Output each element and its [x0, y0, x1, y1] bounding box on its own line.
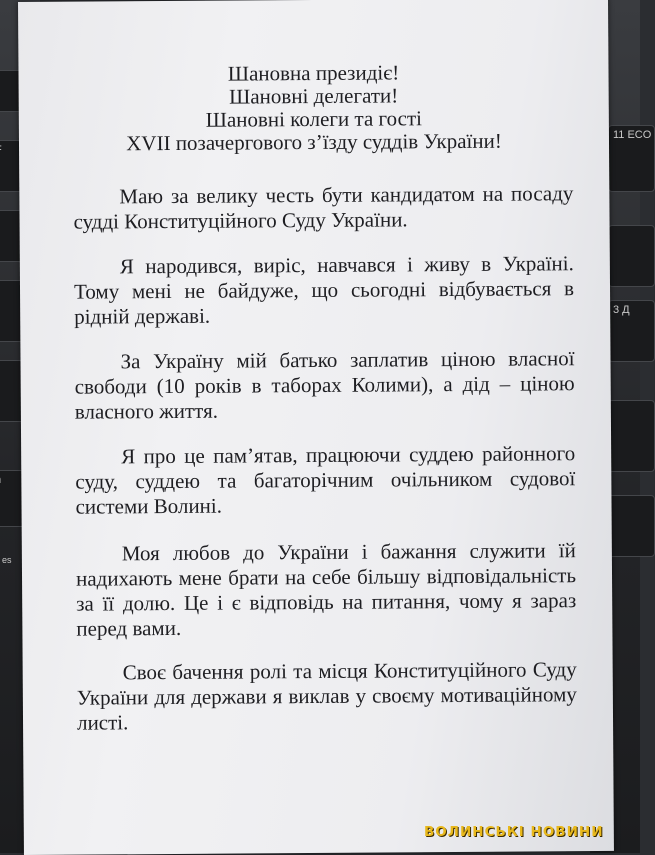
- document-greeting: [18, 60, 609, 156]
- greeting-line: Шановна президіє!: [227, 60, 400, 86]
- paragraph: Своє бачення ролі та місця Конституційного Суду України для держави я виклав у своєму мотиваційному листі.: [76, 657, 577, 735]
- keyboard-key: [608, 225, 655, 287]
- greeting-line: XVII позачергового з’їзду суддів України!: [126, 128, 502, 156]
- paragraph: Я народився, виріс, навчався і живу в Україні. Тому мені не байдуже, що сьогодні відбувається в рідній державі.: [73, 251, 575, 329]
- paragraph: Моя любов до України і бажання служити їй надихають мене брати на себе більшу відповідальність за її долю. Це і є відповідь на питання, чому я зараз перед вами.: [75, 538, 577, 641]
- keyboard-label: es: [2, 555, 12, 565]
- greeting-line: Шановні делегати!: [229, 83, 399, 109]
- keyboard-key: [608, 495, 655, 557]
- paragraph: Маю за велику честь бути кандидатом на посаду судді Конституційного Суду України.: [73, 181, 574, 234]
- greeting-line: Шановні колеги та гості: [205, 106, 423, 132]
- paper-sheet: [18, 0, 614, 855]
- watermark-logo: ВОЛИНСЬКІ НОВИНИ: [424, 824, 604, 840]
- paragraph: За Україну мій батько заплатив ціною власної свободи (10 років в таборах Колими), а дід – ціною власного життя.: [74, 346, 575, 424]
- keyboard-key: [608, 400, 655, 472]
- paragraph: Я про це пам’ятав, працюючи суддею районного суду, суддею та багаторічним очільником судової системи Волині.: [75, 441, 576, 519]
- keyboard-key-eco: 11 ECO: [608, 125, 655, 192]
- keyboard-key: 3 Д: [608, 300, 655, 362]
